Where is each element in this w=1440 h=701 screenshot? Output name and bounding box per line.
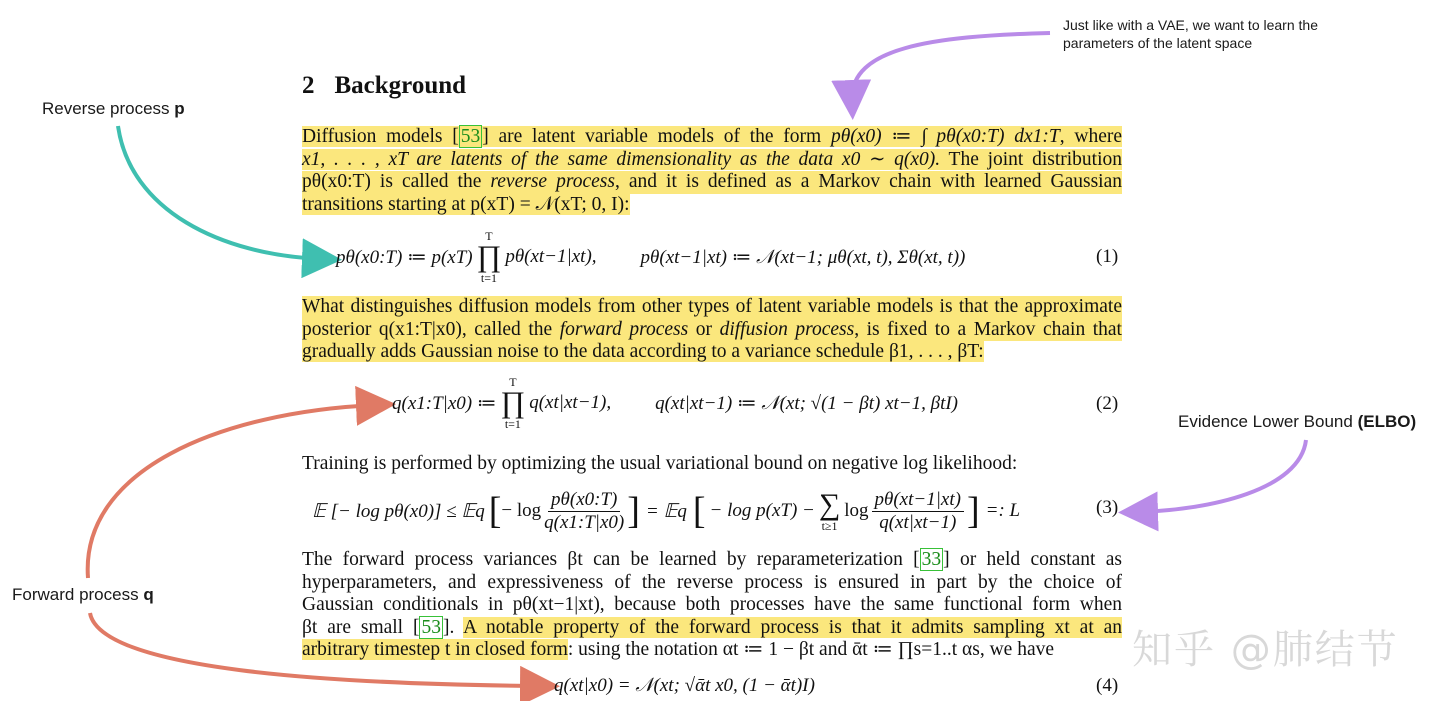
p4-text: βt are small [ [302,616,420,638]
eq1-rhs2: pθ(xt−1|xt) ≔ 𝒩(xt−1; μθ(xt, t), Σθ(xt, t)) [640,246,966,268]
p2-text: posterior q(x1:T|x0), called the [302,318,560,340]
vae-note-line: Just like with a VAE, we want to learn the [1063,17,1318,33]
elbo-arrow [1138,440,1306,512]
eq3-frac1-den: q(x1:T|x0) [544,511,625,533]
p4-highlight: arbitrary timestep t in closed form [302,639,568,660]
elbo-label [1178,412,1416,432]
p1-text: pθ(x0:T) is called the [302,171,491,192]
equation-3: 𝔼 [− log pθ(x0)] ≤ 𝔼q [ − log $\frac{p\theta(x0:T)}{q(x1:T|x0)}$ ] = 𝔼q [ − log p(xT) − ∑ t≥1 log $\frac{p\theta(xt-1|xt)}{q(xt|xt-1)}$ ] =: L [312,488,1021,533]
eq3-sum: ∑ [818,488,841,521]
eq3-part4: − log p(xT) − [709,500,815,521]
eq1-prod-bottom: t=1 [480,271,498,285]
p1-text: transitions starting at p(xT) = 𝒩(xT; 0, I): [302,193,630,215]
vae-arrow [852,33,1050,100]
eq2-prod-top: T [509,375,517,389]
p4-text: The forward process variances βt can be learned by reparameterization [ [302,549,920,570]
p2-line: gradually adds Gaussian noise to the data according to a variance schedule β1, . . . , βT: [302,341,984,362]
p1-text: The joint distribution [940,148,1122,170]
paragraph-4 [302,549,1122,662]
p4-text: ]. [442,616,464,638]
equation-2 [392,372,958,434]
equation-1 [336,226,965,288]
eq2-prod: ∏ [500,386,526,419]
eq3-part3: = 𝔼q [645,500,687,522]
section-title: Background [334,72,467,99]
eq2-lhs: q(x1:T|x0) ≔ [392,392,497,414]
eq3-frac1-num: pθ(x0:T) [548,489,620,512]
eq2-prod-bottom: t=1 [504,417,521,431]
p4-line: Gaussian conditionals in pθ(xt−1|xt), because both processes have the same functional form when [302,594,1122,615]
equation-number-4: (4) [1096,675,1119,696]
section-number: 2 [302,72,315,99]
p2-line: What distinguishes diffusion models from other types of latent variable models is that the approximate [302,296,1122,317]
p3-line: Training is performed by optimizing the usual variational bound on negative log likelihood: [302,453,1018,474]
eq3-fraction-2 [872,489,964,534]
p2-text: , is fixed to a Markov chain that [854,318,1122,340]
p1-text: , where [1059,126,1122,147]
p4-text: : using the notation αt ≔ 1 − βt and ᾱt ≔ ∏s=1..t αs, we have [567,639,1055,660]
paragraph-3 [302,453,1122,476]
elbo-label-symbol: (ELBO) [1357,412,1417,431]
p1-text: Diffusion models [ [302,126,459,147]
p4-text: ] or held constant as [943,549,1122,570]
reverse-label-symbol: p [174,99,185,118]
vae-note [1063,16,1318,52]
paragraph-1 [302,126,1122,216]
eq2-rhs1: q(xt|xt−1), [529,392,612,413]
eq3-part5: log [844,500,869,521]
p4-line: hyperparameters, and expressiveness of the reverse process is ensured in part by the choice of [302,571,1122,593]
eq3-frac2-num: pθ(xt−1|xt) [872,489,964,512]
p2-text: or [688,318,720,340]
eq1-lhs: pθ(x0:T) ≔ p(xT) [336,246,473,268]
forward-label-symbol: q [143,585,154,604]
citation-link[interactable]: 53 [460,126,481,147]
reverse-process-label [42,99,185,119]
eq3-part6: =: L [985,500,1021,521]
reverse-label-text: Reverse process [42,99,175,118]
section-heading [302,72,466,100]
citation-link[interactable]: 53 [421,616,441,638]
eq1-prod: ∏ [476,240,502,273]
p1-text: , and it is defined as a Markov chain with learned Gaussian [614,171,1122,192]
p1-text: x1, . . . , xT are latents of the same dimensionality as the data x0 ∼ q(x0). [302,148,941,170]
reverse-arrow [118,126,322,259]
equation-number-1: (1) [1096,246,1119,267]
p1-emphasis: reverse process [490,171,615,192]
eq1-rhs1: pθ(xt−1|xt), [505,246,597,267]
p1-text: ] are latent variable models of the form [482,126,831,147]
vae-note-line: parameters of the latent space [1063,35,1253,51]
eq3-sum-bottom: t≥1 [821,519,838,533]
eq3-frac2-den: q(xt|xt−1) [879,511,957,533]
p2-emphasis: diffusion process [719,318,855,340]
p2-emphasis: forward process [559,318,689,340]
elbo-label-text: Evidence Lower Bound [1178,412,1358,431]
eq3-part2: − log [501,500,542,521]
eq3-fraction-1 [544,489,624,534]
equation-number-3: (3) [1096,497,1119,518]
eq2-rhs2: q(xt|xt−1) ≔ 𝒩(xt; √(1 − βt) xt−1, βtI) [655,392,959,414]
equation-number-2: (2) [1096,393,1119,414]
watermark: 知乎 @肺结节 [1132,627,1399,673]
eq3-part1: 𝔼 [− log pθ(x0)] ≤ 𝔼q [312,500,485,522]
p1-math: pθ(x0) ≔ ∫ pθ(x0:T) dx1:T [830,126,1060,147]
paragraph-2 [302,296,1122,364]
forward-process-label [12,585,154,605]
eq1-prod-top: T [485,229,493,243]
equation-4: q(xt|x0) = 𝒩(xt; √ᾱt x0, (1 − ᾱt)I) [554,675,815,696]
p4-highlight: A notable property of the forward process is that it admits sampling xt at an [463,616,1123,638]
citation-link[interactable]: 33 [921,549,942,570]
forward-label-text: Forward process [12,585,144,604]
